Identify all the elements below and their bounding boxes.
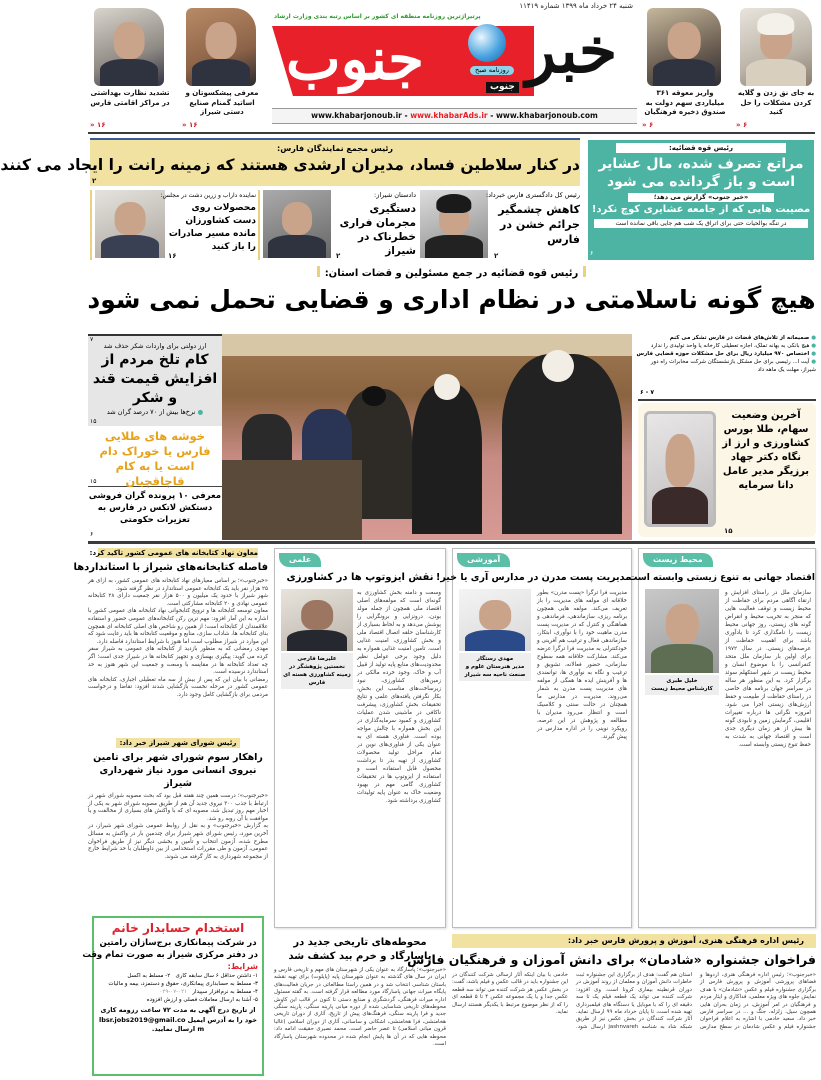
ad-conditions-label: شرایط:: [227, 962, 258, 971]
wheat-page: ۱۵: [90, 478, 97, 485]
url-separator: -: [487, 111, 496, 120]
teal-box[interactable]: [588, 140, 814, 260]
festival-headline: فراخوان جشنواره «شادمان» برای دانش آموزان و فرهنگیان فارس: [407, 952, 816, 967]
main-kicker: رئیس قوه قضائیه در جمع مسئولین و قضات استان:: [82, 264, 821, 281]
gloves-story[interactable]: [88, 490, 222, 538]
lead-left-page: ۲: [92, 177, 97, 185]
teal-headline: مراتع تصرف شده، مال عشایر است و باز گردانده می شود: [598, 156, 804, 190]
section-body: وسعت و دامنه بخش کشاورزی به گونه‌ای است که مولفه‌های اصلی اقتصاد ملی همچون از جمله مولد بودن، درونزایی و برونگرایی را پوشش می‌دهد و به لحاظ بسیاری از کارشناسان حلقه اتصال اقتصاد ملی و بخش کشاورزی، امنیت غذایی است. تامین امنیت غذایی همواره به دلیل وجود برخی عوامل نظیر محدودیت‌های منابع پایه تولید از قبیل آب و خاک، وجود خرده مالکی در زمین‌های کشاورزی، نبود زیرساخت‌های مناسب این بخش، بکار نگرفتن یافته‌های علمی و نتایج تحقیقات بخش کشاورزی، پیشرفت ناکافی در ماشینی شدن عملیات کشاورزی و کمبود سرمایه‌گذاری در این بخش همواره با چالش مواجه بوده است. فناوری هسته ای به عنوان یکی از فناوری‌های نوین در تمام مراحل تولید محصولات کشاورزی از تهیه بذر تا برداشت محصول قابل استفاده است و استفاده از ایزوتوپ ها در تحقیقات کشاورزی گامی مهم در بهبود وضعیت خاک به عنوان پایه تولیدات کشاورزی برداشته شود.: [357, 590, 441, 804]
wheat-headline: خوشه های طلایی فارس یا خوراک دام است یا به کام قاچاقچیان: [99, 429, 211, 488]
section-tag: علمی: [279, 553, 321, 567]
section-box-education[interactable]: [436, 548, 632, 928]
urls-bar: [272, 108, 637, 124]
divider-top: [88, 132, 815, 134]
dateline: شنبه ۲۴ خرداد ماه ۱۳۹۹ شماره ۱۱۴۱۹: [519, 2, 633, 10]
section-tag: آموزشی: [457, 553, 510, 567]
library-story[interactable]: [73, 548, 268, 734]
ad-title: استخدام حسابدار خانم: [111, 921, 245, 935]
section-body: مدیریت فرا ترگرا «پست مدرن» بطور خلاقانه ای مولفه های مدیریت را باز تعریف می‌کند. مولفه هایی همچون برنامه ریزی، سازماندهی، فرماندهی و هماهنگی و کنترل که در مدیریت پست مدرن ماهیت خود را با نوآوری، ابتکار، سازماندهی فعال و ترغیب هم آفرینی و خودکنترلی به مدیریت فرا ترگرا عرضه می‌کند. مشارکت خلاقانه همه سطوح سازمانی، حضور فعالانه، تشویق و ترغیب و نگاه به نوآوری ها، توانمندی ها و آفرینش ایده ها همگی از مولفه های مدیریت پست مدرن به شمار می‌روند. مدیریت در مدارس ما همچنان در حالت سنتی و کلاسیک است و انتظار می‌رود مدیران با مطالعه و پژوهش در این عرصه، رویکرد نوینی را در اداره مدارس در پیش گیرند.: [537, 590, 627, 740]
interview-headline: آخرین وضعیت سهام، طلا بورس کشاورزی و ارز از نگاه دکتر جهاد برزیگر مدیر عامل دانا سرمایه: [722, 410, 810, 491]
council-body: «خبرجنوب»؛ درست همین چند هفته قبل بود که بحث مصوبه شورای شهر در ارتباط با جذب ۳۰۰ نیروی جدید آن هم از طریق مصوبه شورای شهر به یکی از اخبار مهم روز تبدیل شد، مصوبه ای که با واکنش های بسیاری از مخالفت و یا موافقت با آن روبه رو شد. به گزارش «خبرجنوب» و به نقل از روابط عمومی شورای شهر شیراز، در آخرین مورد، رئیس شورای شهر شیراز برای چندمین بار در واکنش به مسائل مطرح شده، آزمون انتخاب و تأمین و بخشی دیگر نیز از طریق فراخوان عمومی، آزمون و طی مقررات استخدامی از بین داوطلبان با حد شرایط خارج از مجموعه شهرداری به کار گرفته می شوند.: [88, 793, 268, 860]
teal-footer: در تنگه بوالحیات حتی برای اتراق یک شب هم جایی باقی نمانده است: [594, 219, 808, 228]
url-separator: -: [401, 111, 411, 120]
sub-story-3-page: ۱۶: [168, 252, 177, 260]
masthead-title-main: خبر: [526, 14, 618, 87]
section-photo: [645, 589, 719, 673]
sugar-page: ۷: [90, 336, 94, 343]
teaser-page-3: ۱۶ «: [182, 121, 198, 129]
festival-story[interactable]: [407, 934, 816, 1076]
sub-story-2-photo: [263, 190, 331, 258]
masthead-title-sub: جنوب: [286, 25, 424, 93]
teaser-caption-3[interactable]: معرفی پیشکسوتان و اساتید گمنام صنایع دستی شیراز: [185, 89, 259, 116]
teaser-photo-4: [94, 8, 164, 86]
bullet-item: ● هیچ بانکی به بهانه تملک، اجازه تعطیلی کارخانه یا واحد تولیدی را ندارد: [650, 343, 816, 349]
sub-story-2[interactable]: [258, 190, 418, 260]
sub-story-3-headline: محصولات روی دست کشاورزان مانده مسیر صادرات را باز کنید: [168, 203, 256, 252]
sugar-headline: کام تلخ مردم از افزایش قیمت قند و شکر: [92, 352, 218, 406]
sub-story-2-kicker: دادستان شیراز:: [374, 191, 416, 199]
teaser-photo-1: [740, 8, 812, 86]
section-box-environment[interactable]: [628, 548, 816, 928]
main-photo: [222, 334, 632, 540]
festival-body: «خبرجنوب»؛ رئیس اداره فرهنگی هنری، اردوها و فضاهای پرورشی آموزش و پرورش فارس از برگزاری جشنواره فیلم و عکس «شادمان» با هدف نمایش جلوه های ویژه معلمی، فداکاری و ایثار مردم و فرهنگیان در امر آموزش، در زمان بحران هایی همچون سیل، زلزله، جنگ و ... در سراسر فارس خبر داد. سعید خادمی با اشاره به اعلام فراخوان جشنواره فیلم و عکس شادمان در سطح مدارس استان هم گفت: هدف از برگزاری این جشنواره ثبت خاطرات دانش آموزان و معلمان از روند آموزش در دوران قرنطینه بیماری کرونا است. وی افزود: شرکت کننده می تواند یک قطعه فیلم یک تا سه دقیقه ای را که با موبایل یا دستگاه های فیلمبرداری تهیه شده است، تا پایان خرداد ماه ۹۹ ارسال نماید. آثار شرکت کنندگان در بخش عکس نیز از طریق شبکه شاد به شناسه jashnvareh ارسال شود. خادمی با بیان اینکه آثار ارسالی شرکت کنندگان در این جشنواره باید در قالب عکس و فیلم باشد، گفت: در بخش عکس هر شرکت کننده می تواند سه قطعه عکس جدا و یا یک مجموعه عکس ۴ تا ۵ قطعه ای را که از نظر موضوع مرتبط با یکدیگر هستند ارسال نماید.: [452, 972, 816, 1030]
sub-story-1[interactable]: [420, 190, 580, 260]
interview-photo: [644, 411, 716, 527]
section-photo-caption: مهدی رستگار مدیر هنرستان علوم و صنعت ناحیه سه شیراز: [459, 653, 531, 681]
teaser-page-1: ۶ «: [736, 121, 748, 129]
ad-line-1: در شرکت پیمانکاری برج‌سازان رامتین: [99, 938, 257, 948]
teal-page: ۶: [590, 250, 594, 257]
pasargad-headline: محوطه‌های تاریخی جدید در پاسارگاد و خرم بید کشف شد: [288, 937, 432, 962]
sugar-sub-page: ۱۵: [90, 418, 97, 425]
festival-kicker: رئیس اداره فرهنگی هنری، آموزش و پرورش فارس خبر داد:: [452, 934, 816, 948]
pasargad-body: «خبرجنوب»؛ پاسارگاد به عنوان یکی از شهرستان های مهم و تاریخی فارس و ایران در سال های گذشته به عنوان شهرستان پایه (پایلوت) برای تهیه نقشه باستان شناسی انتخاب شد و در همین راستا مطالعاتی در جریان فعالیت‌های پایگاه میراث جهانی پاسارگاد مورد مطالعه قرار گرفته است. به گفته مسئول اداره میراث فرهنگی، گردشگری و صنایع دستی تا کنون در قالب این کاوش محوطه‌های تاریخی شناسایی شده از دوره میانی پارینه سنگی، پارینه سنگی جدید و فرا پارینه سنگی، فرهنگ‌های پیش از تاریخ، آثاری از دوران تاریخی هخامنشی، فرا هخامنشی، اشکانی و ساسانی، آثاری از دوران اسلامی (غالبا قرون میانی اسلامی) تا عصر حاضر است. محمد نصیری حقیقت ادامه داد: محوطه هایی که در آن ها پایش انجام شده در محدوده شهرستان پاسارگاد است.: [274, 967, 446, 1048]
sub-story-1-headline: کاهش چشمگیر جرائم خشن در فارس: [498, 203, 580, 246]
lead-left-kicker: رئیس مجمع نمایندگان فارس:: [277, 144, 393, 153]
interview-page: ۱۵: [724, 527, 733, 535]
sub-story-2-headline: دستگیری مجرمان فراری خطرناک در شیراز: [339, 203, 416, 257]
url-link-2[interactable]: www.khabarAds.ir: [410, 111, 488, 120]
section-headline: مدیریت پست مدرن در مدارس آری یا خیر!: [436, 572, 631, 583]
bullet-item: ● آیت ا... رئیسی برای حل مشکل بازنشستگان شرکت مخابرات راه دور شیراز، مهلت یک ماهه داد: [650, 359, 816, 373]
masthead-badge: روزنامه صبح: [470, 66, 514, 75]
main-headline[interactable]: هیچ گونه ناسلامتی در نظام اداری و قضایی تحمل نمی شود: [87, 285, 816, 314]
teaser-photo-3: [186, 8, 256, 86]
sugar-kicker: ارز دولتی برای واردات شکر حذف شد: [103, 342, 207, 350]
council-headline: راهکار سوم شورای شهر برای تامین نیروی انسانی مورد نیاز شهرداری شیراز: [93, 752, 263, 789]
teal-headline-2: مصیبت هایی که از جامعه عشایری کوچ نکرد!: [591, 204, 811, 215]
council-story[interactable]: [88, 738, 268, 912]
sub-story-2-page: ۲: [336, 252, 341, 260]
section-box-science[interactable]: [274, 548, 446, 928]
interview-box[interactable]: [638, 403, 816, 537]
lead-left-headline: در کنار سلاطین فساد، مدیران ارشدی هستند که زمینه رانت را ایجاد می کنند: [0, 156, 580, 174]
teaser-caption-2[interactable]: واریز معوقه ۳۶۱ میلیاردی سهم دولت به صندوق ذخیره فرهنگیان: [644, 89, 726, 116]
lead-left-story[interactable]: [0, 138, 580, 186]
url-link-1[interactable]: www.khabarjonoub.ir: [311, 111, 402, 120]
teaser-page-4: ۱۶ «: [90, 121, 106, 129]
section-photo-caption: علیرضا فارجی نخستین پژوهشگر در زمینه کشاورزی هسته ای فارس: [281, 653, 353, 689]
teal-kicker: رئیس قوه قضائیه:: [616, 143, 786, 153]
sub-story-1-kicker: رئیس کل دادگستری فارس خبرداد:: [485, 191, 580, 199]
section-headline: اقتصاد جهانی به تنوع زیستی وابسته است: [628, 573, 815, 583]
teaser-caption-4[interactable]: تشدید نظارت بهداشتی در مراکز اقامتی فارس: [90, 89, 170, 107]
sub-story-3-kicker: نماینده داراب و زرین دشت در مجلس:: [160, 192, 256, 199]
teaser-caption-1[interactable]: به جای نق زدن و گلایه کردن مشکلات را حل کنید: [737, 89, 815, 116]
teal-kicker-2: «خبر جنوب» گزارش می دهد؛: [628, 193, 774, 202]
library-kicker: معاون نهاد کتابخانه های عمومی کشور تاکید کرد:: [89, 549, 258, 557]
sugar-sub: ● نرخ‌ها بیش از ۷۰ درصد گران شد: [106, 408, 204, 416]
sub-story-3-photo: [95, 190, 165, 258]
gloves-headline: معرفی ۱۰ پرونده گران فروشی دستکش لاتکس در فارس به تعزیرات حکومتی: [88, 491, 222, 525]
masthead-title-sub-small: جنوب: [486, 82, 519, 93]
teaser-photo-2: [647, 8, 721, 86]
divider-bullets: [638, 399, 816, 401]
wheat-story[interactable]: [88, 429, 222, 487]
masthead: [272, 2, 637, 128]
ad-line-2: در دفتر مرکزی شیراز به صورت تمام وقت: [82, 950, 258, 960]
section-photo: [459, 589, 531, 651]
divider-mid: [88, 541, 815, 544]
ad-conditions: ۱- داشتن حداقل ۶ سال سابقه کاری ۲- مسلط به اکسل ۳- مسلط به حسابداری پیمانکاری، حقوق و دستمزد، بیمه و مالیات ۴- مسلط به نرم‌افزار سپیدار ۰۲۱-۰۷-۰۲۹ ۵- آشنا به ارسال معاملات فصلی و ارزش افزوده: [108, 973, 258, 1003]
ad-footer: از تاریخ درج آگهی به مدت ۷۲ ساعت رزومه کاری خود را به آدرس ایمیل lbsr.jobs2019@gmail.com ارسال نمایید.: [99, 1006, 257, 1033]
main-bullets: [636, 334, 816, 396]
bullet-item: ● اختصاص ۹۷۰ میلیارد ریال برای حل مشکلات حوزه قضایی فارس: [636, 351, 816, 357]
library-body: «خبرجنوب»؛ بر اساس معیارهای نهاد کتابخانه های عمومی کشور، به ازای هر ۲۵ هزار نفر باید یک کتابخانه عمومی استاندارد در نظر گرفته شود. شهر شیراز با حدود یک میلیون و ۵۰۰ هزار نفر جمعیت دارای ۲۸ کتابخانه عمومی نهادی و ۲۰ کتابخانه مشارکتی است. معاون توسعه کتابخانه ها و ترویج کتابخوانی نهاد کتابخانه های عمومی کشور با اشاره به این آمار افزود: مهم ترین رکن کتابخانه‌های عمومی حضور و استفاده علاقمندان از کتابخانه است؛ از همین رو شاخص های اصلی کتابخانه ای همچون بنای کتابخانه ها، شاداب سازی، منابع و موقعیت کتابخانه ها باید رعایت شود که این موارد در شیراز مطلوب است اما هنوز با شرایط استاندارد فاصله دارد. مهدی رمضانی که به منظور بازدید از کتابخانه های عمومی به شیراز سفر کرده می گوید: پیگیری بهسازی و تجهیز کتابخانه ها در شیراز جدی است؛ اگر چه تعداد کتابخانه ها در مقایسه با وسعت و جمعیت این شهر هنوز به حد استاندارد نرسیده است. رمضانی با بیان این که پس از بیش از سه ماه تعطیلی اجباری، کتابخانه های عمومی کشور در مرحله نخست بازگشایی شدند افزود: تقاضا و درخواست مردمی برای بازگشایی کامل وجود دارد.: [87, 578, 268, 698]
teaser-page-2: ۶ «: [642, 121, 654, 129]
job-ad[interactable]: [82, 916, 264, 1076]
gloves-page: ۶: [90, 531, 94, 538]
url-link-3[interactable]: www.khabarjonoub.com: [495, 111, 598, 120]
sub-story-1-photo: [420, 190, 488, 258]
main-story-page: ۶ - ۷: [640, 389, 654, 396]
sugar-story[interactable]: [88, 334, 222, 426]
section-headline: نقش ایزوتوپ ها در کشاورزی: [286, 572, 434, 583]
library-headline: فاصله کتابخانه‌های شیراز با استانداردها: [73, 562, 268, 573]
council-kicker: رئیس شورای شهر شیراز خبر داد:: [116, 738, 240, 748]
section-photo-caption: خلیل طبری کارشناس محیط زیست: [645, 675, 719, 695]
section-tag: محیط زیست: [643, 553, 713, 567]
section-body: سازمان ملل در راستای افزایش و ارتقاء آگاهی مردم برای حفاظت از محیط زیست و توقف فعالیت هایی که منجر به تخریب محیط و انقراض گونه های زیستی، روز جهانی محیط زیست را نامگذاری کرد تا یادآوری باشد برای اهمیت حفاظت از عرصه‌های زیستی. در سال ۱۹۷۲ برای اولین بار سازمان ملل متحد کنفرانسی را با موضوع انسان و محیط زیست در شهر استکهلم سوئد برگزار کرد. به این منظور هر ساله در سراسر جهان برنامه های خاصی در راستای حفاظت از طبیعت و حفظ ارزش‌های زیستی اجرا می شود. امروزه نگرانی ها درباره تغییرات اقلیمی، گرمایش زمین و نابودی گونه ها بیش از هر زمان دیگری جدی است و اقتصاد جهانی به شدت به حفظ تنوع زیستی وابسته است.: [725, 590, 811, 748]
sub-story-1-page: ۲: [494, 252, 499, 260]
tagline: پرتیراژترین روزنامه منطقه ای کشور بر اساس رتبه بندی وزارت ارشاد: [274, 13, 481, 20]
section-photo: [281, 589, 353, 651]
globe-icon: [468, 24, 506, 62]
sub-story-3[interactable]: [90, 190, 256, 260]
bullet-item: ● صمیمانه از تلاش‌های قضات در فارس تشکر می کنم: [669, 335, 816, 341]
